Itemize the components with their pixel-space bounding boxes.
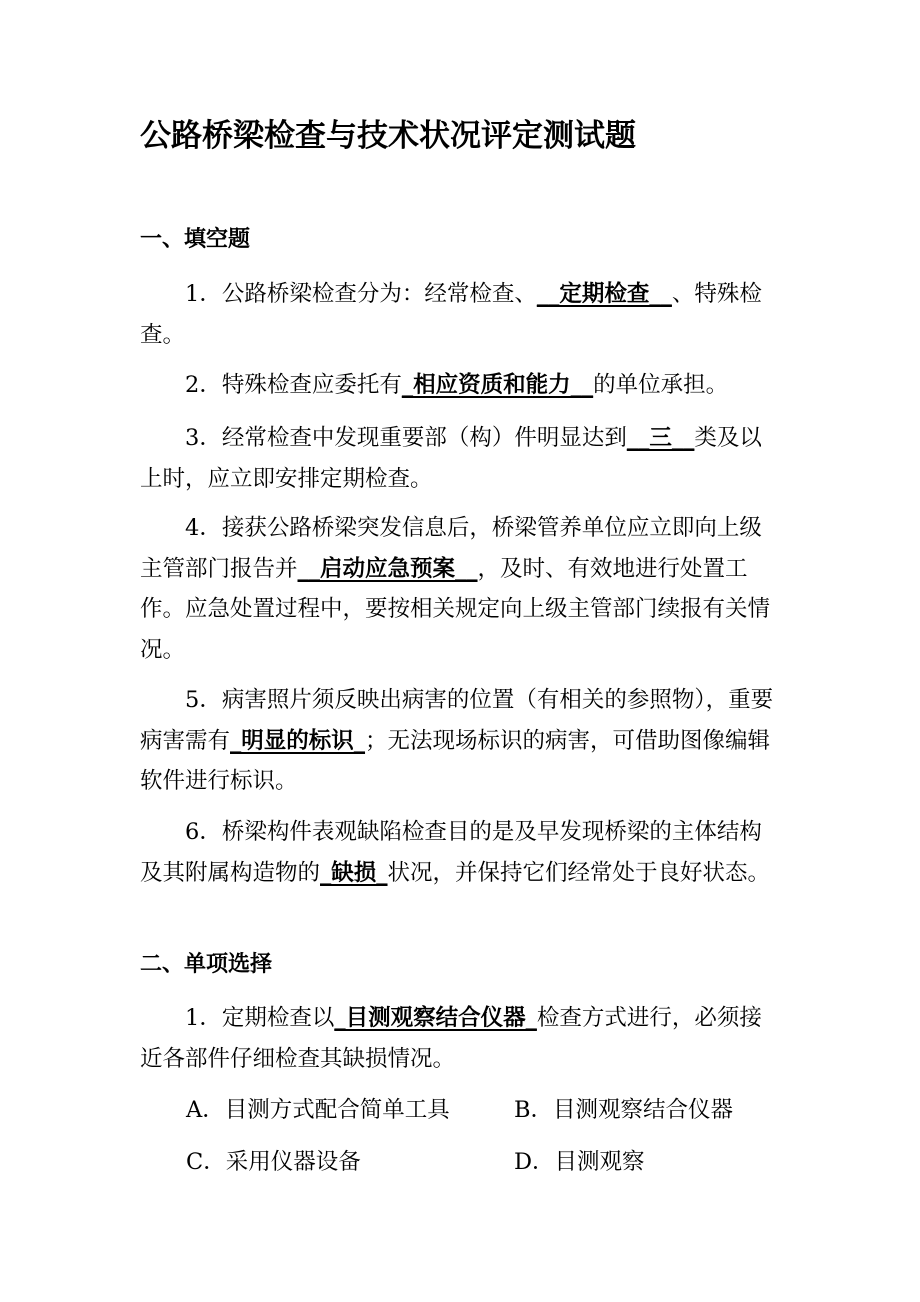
question-text-post: 类及以上时，应立即安排定期检查。 [140, 425, 762, 492]
fill-question-3 [140, 418, 780, 499]
answer-blank: __三__ [626, 425, 695, 451]
question-text-pre: 3．经常检查中发现重要部（构）件明显达到 [185, 425, 627, 451]
option-b: B．目测观察结合仪器 [514, 1097, 734, 1123]
fill-question-6 [140, 812, 780, 893]
answer-blank: _相应资质和能力__ [401, 372, 594, 398]
option-d: D．目测观察 [514, 1149, 645, 1175]
question-text-pre: 4．接获公路桥梁突发信息后，桥梁管养单位应立即向上级主管部门报告并 [140, 515, 762, 582]
fill-question-5 [140, 680, 780, 802]
option-c: C．采用仪器设备 [186, 1149, 361, 1175]
answer-blank: __定期检查__ [536, 281, 672, 307]
fill-question-2 [140, 365, 780, 406]
question-text-post: 的单位承担。 [593, 372, 729, 398]
question-text-post: 检查方式进行，必须接近各部件仔细检查其缺损情况。 [140, 1005, 762, 1072]
answer-blank: _明显的标识_ [230, 727, 366, 754]
document-title: 公路桥梁检查与技术状况评定测试题 [140, 118, 636, 154]
question-text-post: ，及时、有效地进行处置工作。应急处置过程中，要按相关规定向上级主管部门续报有关情况。 [140, 555, 771, 663]
answer-blank: _缺损_ [320, 859, 388, 886]
fill-question-4 [140, 508, 780, 670]
question-text-post: 、特殊检查。 [140, 281, 762, 348]
question-text-post: 状况，并保持它们经常处于良好状态。 [387, 859, 771, 886]
answer-blank: _目测观察结合仪器_ [334, 1005, 537, 1031]
question-text-pre: 6．桥梁构件表观缺陷检查目的是及早发现桥梁的主体结构及其附属构造物的 [140, 819, 762, 886]
section-heading-single-choice: 二、单项选择 [140, 952, 273, 977]
section-heading-fill-blank: 一、填空题 [140, 227, 251, 252]
question-text-pre: 1．定期检查以 [185, 1005, 335, 1031]
question-text-pre: 5．病害照片须反映出病害的位置（有相关的参照物），重要病害需有 [140, 687, 774, 754]
question-text-pre: 1．公路桥梁检查分为：经常检查、 [185, 281, 537, 307]
choice-question-1 [140, 998, 780, 1079]
fill-question-1 [140, 274, 780, 355]
answer-blank: __启动应急预案__ [297, 555, 478, 582]
question-text-pre: 2．特殊检查应委托有 [185, 372, 402, 398]
option-a: A．目测方式配合简单工具 [186, 1097, 450, 1123]
question-text-post: ；无法现场标识的病害，可借助图像编辑软件进行标识。 [140, 727, 771, 794]
